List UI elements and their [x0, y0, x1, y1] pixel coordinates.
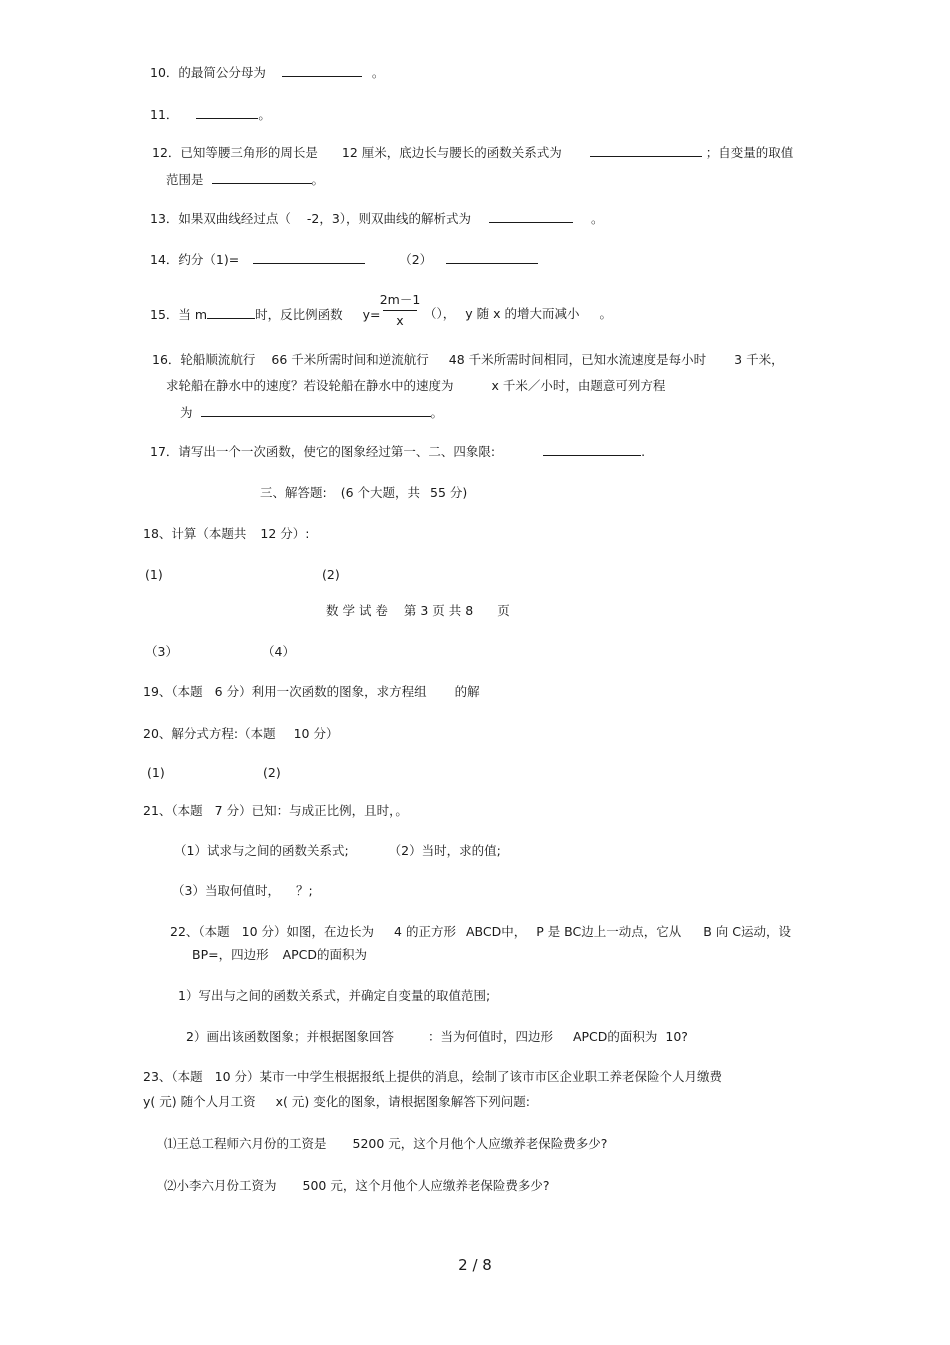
q21-text-b: 7 分）已知：与成正比例，且时，。: [214, 803, 408, 818]
question-19: [143, 684, 480, 700]
q19-text-b: 6 分）利用一次函数的图象，求方程组: [214, 684, 427, 699]
q10-answer-blank: [282, 64, 362, 77]
q15-numerator: 2m－1: [379, 292, 421, 307]
q23-text-b: 10 分）某市一中学生根据报纸上提供的消息，绘制了该市市区企业职工养老保险个人月缴费: [214, 1069, 723, 1084]
q12-answer-blank-2: [212, 171, 312, 184]
q22-sub-2-c: APCD的面积为: [572, 1029, 658, 1044]
question-10: [150, 64, 384, 81]
question-12-line1: [152, 144, 793, 161]
q15-end: 。: [599, 306, 612, 321]
q21-text-a: 21、（本题: [143, 803, 203, 818]
question-23-line1: [143, 1069, 722, 1085]
q11-answer-blank: [196, 106, 258, 119]
q16-answer-blank: [201, 404, 431, 417]
q22-text-h: APCD的面积为: [282, 947, 368, 962]
q19-text-a: 19、（本题: [143, 684, 203, 699]
question-22-line1: [170, 924, 791, 940]
q23-text-a: 23、（本题: [143, 1069, 203, 1084]
q15-denominator: x: [396, 313, 404, 328]
question-18: [143, 526, 309, 542]
q23-sub-1: [164, 1136, 607, 1152]
question-11: [150, 106, 271, 123]
q22-text-a: 22、（本题: [170, 924, 230, 939]
q13-answer-blank: [489, 210, 573, 223]
q15-fraction-bar: [383, 310, 417, 311]
section-3-title: 三、解答题:: [260, 485, 327, 500]
q23-text-d: x( 元) 变化的图象，请根据图象解答下列问题:: [275, 1094, 530, 1109]
q10-end: 。: [371, 65, 385, 80]
q12-text-d: 范围是: [166, 172, 204, 187]
q22-sub-1: 1）写出与之间的函数关系式，并确定自变量的取值范围;: [178, 988, 491, 1003]
q16-text-d: 3 千米，: [734, 352, 784, 367]
q16-text-e: 求轮船在静水中的速度？若设轮船在静水中的速度为: [166, 378, 454, 393]
question-16-line2: [166, 378, 665, 394]
q23-sub-1-a: ⑴王总工程师六月份的工资是: [164, 1136, 327, 1151]
q12-answer-blank-1: [590, 144, 702, 157]
q14-answer-blank-2: [446, 251, 538, 264]
q22-text-d: ABCD中，: [465, 924, 527, 939]
question-17: [150, 443, 645, 460]
q16-text-f: x 千米／小时，由题意可列方程: [491, 378, 666, 393]
exam-title: 数 学 试 卷: [326, 603, 388, 618]
q15-answer-blank: [207, 306, 255, 319]
question-16-line3: [180, 404, 443, 421]
question-21: [143, 803, 408, 819]
q17-text: 17．请写出一个一次函数，使它的图象经过第一、二、四象限:: [150, 444, 496, 459]
q14-text-a: 14．约分（1)=: [150, 252, 240, 267]
q18-text-b: 12 分）:: [260, 526, 310, 541]
section-3-count: (6 个大题，共: [340, 485, 421, 500]
question-20: [143, 726, 339, 742]
section-3-points: 55 分): [430, 485, 468, 500]
q11-end: 。: [258, 107, 271, 122]
q21-sub-3-text: （3）当取何值时，: [172, 883, 280, 898]
q18-text-a: 18、计算（本题共: [143, 526, 247, 541]
question-15-tail: [424, 306, 612, 322]
q13-text-a: 13．如果双曲线经过点（: [150, 211, 291, 226]
q15-y-equals: y=: [362, 307, 381, 322]
q12-text-e: 。: [311, 172, 325, 187]
q22-sub-2-b: ：当为何值时，四边形: [427, 1029, 553, 1044]
q13-end: 。: [591, 211, 604, 226]
q20-text-b: 10 分）: [293, 726, 339, 741]
exam-page-suffix: 页: [497, 603, 510, 618]
q22-sub-2: [186, 1029, 688, 1045]
q10-text: 10．的最简公分母为: [150, 65, 266, 80]
q23-sub-2-a: ⑵小李六月份工资为: [164, 1178, 277, 1193]
q12-text-a: 12．已知等腰三角形的周长是: [152, 145, 318, 160]
q18-part-3: （3）: [145, 644, 178, 659]
q12-text-c: ；自变量的取值: [705, 145, 794, 160]
page-footer: 2 / 8: [458, 1256, 492, 1274]
q23-text-c: y( 元) 随个人月工资: [143, 1094, 256, 1109]
q16-text-b: 66 千米所需时间和逆流航行: [271, 352, 429, 367]
exam-page-label: [326, 603, 510, 619]
q15-text-b: 时，反比例函数: [255, 307, 343, 322]
q22-text-f: B 向 C运动，设: [703, 924, 792, 939]
q15-text-a: 15．当 m: [150, 307, 208, 322]
q15-fraction: [378, 290, 422, 328]
q20-part-2: (2): [263, 765, 281, 780]
q21-sub-3: [172, 883, 313, 899]
section-3-heading: [260, 485, 467, 501]
question-15: [150, 306, 380, 323]
q14-answer-blank-1: [253, 251, 365, 264]
q18-part-1: (1): [145, 567, 163, 582]
q17-answer-blank: [543, 443, 641, 456]
q23-sub-2: [164, 1178, 549, 1194]
question-23-line2: [143, 1094, 530, 1110]
question-16-line1: [152, 352, 784, 368]
q20-part-1: (1): [147, 765, 165, 780]
q15-text-e: y 随 x 的增大而减小: [465, 306, 580, 321]
q23-sub-1-b: 5200 元，这个月他个人应缴养老保险费多少?: [352, 1136, 608, 1151]
q18-part-4: （4）: [262, 644, 295, 659]
q11-number: 11．: [150, 107, 179, 122]
q13-text-b: -2，3），则双曲线的解析式为: [306, 211, 472, 226]
q16-text-g: 为: [180, 405, 193, 420]
question-22-line2: [192, 947, 367, 963]
q16-text-a: 16．轮船顺流航行: [152, 352, 256, 367]
q23-sub-2-b: 500 元，这个月他个人应缴养老保险费多少?: [302, 1178, 550, 1193]
q15-text-d: （），: [424, 306, 456, 321]
exam-page-number: 第 3 页 共 8: [403, 603, 474, 618]
q18-part-2: (2): [322, 567, 340, 582]
q22-text-b: 10 分）如图，在边长为: [241, 924, 375, 939]
question-12-line2: [166, 171, 324, 188]
q22-sub-2-d: 10?: [665, 1029, 688, 1044]
q21-sub-2-text: （2）当时，求的值;: [388, 843, 501, 858]
q19-text-c: 的解: [454, 684, 480, 699]
question-14: [150, 251, 538, 268]
q22-text-e: P 是 BC边上一动点，它从: [536, 924, 682, 939]
q21-sub-1-text: （1）试求与之间的函数关系式;: [174, 843, 349, 858]
question-13: [150, 210, 604, 227]
q17-end: .: [641, 444, 646, 459]
q14-text-b: （2）: [399, 252, 433, 267]
q21-sub-3-end: ？;: [295, 883, 313, 898]
q16-text-c: 48 千米所需时间相同，已知水流速度是每小时: [448, 352, 707, 367]
q12-text-b: 12 厘米，底边长与腰长的函数关系式为: [341, 145, 562, 160]
q21-sub-1: [174, 843, 501, 859]
q20-text-a: 20、解分式方程:（本题: [143, 726, 276, 741]
q22-text-g: BP=，四边形: [192, 947, 269, 962]
q22-text-c: 4 的正方形: [394, 924, 456, 939]
q22-sub-2-a: 2）画出该函数图象；并根据图象回答: [186, 1029, 394, 1044]
q16-end: 。: [430, 405, 444, 420]
